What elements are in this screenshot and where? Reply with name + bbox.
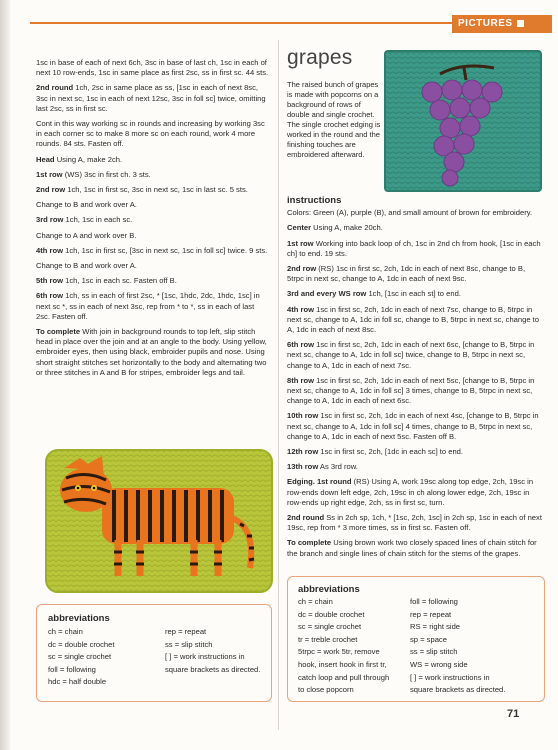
grapes-instructions [287, 196, 543, 564]
instruction-paragraph [287, 462, 543, 472]
instruction-paragraph [36, 291, 270, 322]
instruction-text: Ss in 2ch sp, 1ch, * [1sc, 2ch, 1sc] in 2ch sp, 1sc in each of next 19sc, rep from * 3 more times, ss in first sc. Fasten off. [287, 513, 542, 533]
instruction-paragraph [36, 185, 270, 195]
abbreviation-entry: foll = following [410, 597, 458, 606]
abbreviation-entry: square brackets as directed. [410, 685, 506, 695]
instruction-paragraph [287, 538, 543, 558]
instruction-paragraph [36, 58, 270, 78]
instruction-paragraph [287, 223, 543, 233]
instruction-text: Using A, make 20ch. [311, 223, 383, 233]
instruction-text: 1ch, 1sc in first sc, 3sc in next sc, 1sc in last sc. 5 sts. [65, 185, 248, 195]
abbreviation-entry: rep = repeat [410, 609, 452, 619]
tiger-swatch-image [44, 448, 274, 594]
instruction-text: Change to B and work over A. [36, 200, 137, 210]
instruction-lead: 8th row [287, 375, 315, 385]
instruction-text: (WS) 3sc in first ch. 3 sts. [62, 169, 151, 179]
abbreviations-box-tiger [36, 604, 272, 702]
instruction-paragraph [287, 477, 543, 508]
abbreviation-entry: dc = double crochet [298, 609, 365, 619]
instruction-text: 1sc in base of each of next 6ch, 3sc in base of last ch, 1sc in each of next 10 row-ends, 1sc in same place as first 2sc, ss in first sc. 44 sts. [36, 58, 269, 78]
instruction-text: Change to B and work over A. [36, 261, 137, 271]
abbreviation-entry: RS = right side [410, 622, 461, 632]
instruction-text: Working into back loop of ch, 1sc in 2nd ch from hook, [1sc in each ch] to end. 19 sts. [287, 238, 541, 258]
abbreviation-entry: sp = space [410, 634, 447, 644]
abbreviations-heading: abbreviations [48, 613, 110, 624]
section-title: PICTURES [458, 18, 513, 29]
instruction-text: Using A, make 2ch. [54, 154, 123, 164]
column-divider [278, 40, 279, 730]
instruction-paragraph [36, 261, 270, 271]
instruction-text: Colors: Green (A), purple (B), and small amount of brown for embroidery. [287, 208, 533, 218]
instruction-paragraph [36, 119, 270, 150]
abbreviation-entry: ss = slip stitch [410, 647, 458, 657]
instruction-paragraph [287, 340, 543, 371]
instruction-paragraph [287, 208, 543, 218]
instruction-lead: 2nd row [287, 264, 317, 274]
instruction-paragraph [36, 83, 270, 114]
instruction-text: Change to A and work over B. [36, 230, 137, 240]
abbreviations-column [298, 596, 389, 697]
abbreviations-column [410, 596, 505, 697]
abbreviation-entry: WS = wrong side [410, 659, 468, 669]
abbreviation-entry: [ ] = work instructions in [410, 672, 490, 682]
instructions-heading: instructions [287, 195, 342, 206]
instruction-lead: 2nd round [287, 513, 325, 523]
pattern-intro: The raised bunch of grapes is made with popcorns on a background of rows of double and single crochet. The single crochet edging is worked in the round and the finishing touches are embroidered afterward. [287, 80, 381, 159]
instruction-lead: 4th row [287, 304, 315, 314]
header-rule [30, 22, 454, 24]
abbreviation-entry: tr = treble crochet [298, 634, 358, 644]
instruction-lead: 3rd row [36, 215, 64, 225]
instructions-body [287, 208, 543, 559]
instruction-paragraph [287, 376, 543, 407]
abbreviation-entry: catch loop and pull through [298, 672, 390, 682]
instruction-lead: 3rd and every WS row [287, 289, 367, 299]
instruction-text: 1sc in first sc, 2ch, [1dc in each sc] to end. [318, 447, 464, 457]
abbreviations-column [48, 626, 115, 689]
instruction-text: 1sc in first sc, 2ch, 1dc in each of next 6sc, [change to B, 5trpc in next sc, change to A, 1dc in foll sc] twice, change to B, 5trpc in next sc, change to A, 1dc in each of next 7sc. [287, 340, 535, 370]
abbreviation-entry: ch = chain [48, 627, 83, 636]
instruction-lead: 12th row [287, 447, 319, 457]
instruction-paragraph [287, 289, 543, 299]
instruction-paragraph [287, 239, 543, 259]
instruction-paragraph [36, 276, 270, 286]
abbreviations-heading: abbreviations [298, 584, 360, 595]
abbreviation-entry: ss = slip stitch [165, 639, 213, 649]
instruction-paragraph [36, 327, 270, 378]
instruction-lead: 2nd row [36, 185, 66, 195]
abbreviation-entry: rep = repeat [165, 627, 207, 636]
instruction-text: 1ch, [1sc in each st] to end. [366, 289, 461, 299]
instruction-lead: 1st row [36, 169, 63, 179]
instruction-paragraph [287, 264, 543, 284]
square-icon [517, 20, 524, 27]
abbreviation-entry: hdc = half double [48, 677, 107, 687]
page-number: 71 [507, 708, 520, 720]
instruction-text: 1ch, 1sc in first sc, [3sc in next sc, 1sc in foll sc] twice. 9 sts. [63, 245, 268, 255]
instruction-lead: To complete [36, 327, 81, 337]
instruction-text: 1sc in first sc, 2ch, 1dc in each of next 4sc, [change to B, 5trpc in next sc, change to A, 1dc in foll sc] 4 times, change to B, 5trpc in next sc, change to A, 1dc in each of next 5sc. Fasten off B. [287, 411, 539, 441]
instruction-text: (RS) 1sc in first sc, 2ch, 1dc in each of next 8sc, change to B, 5trpc in next sc, change to A, 1dc in each of next 9sc. [287, 264, 526, 284]
abbreviation-entry: sc = single crochet [48, 652, 112, 662]
abbreviation-entry: sc = single crochet [298, 622, 362, 632]
abbreviation-entry: 5trpc = work 5tr, remove [298, 647, 380, 657]
instruction-lead: 6th row [287, 340, 315, 350]
instruction-paragraph [36, 200, 270, 210]
instruction-text: As 3rd row. [318, 462, 358, 472]
instruction-lead: Head [36, 154, 55, 164]
grapes-swatch-image [384, 50, 542, 192]
instruction-lead: 2nd round [36, 83, 74, 93]
left-instructions [36, 58, 270, 383]
instruction-lead: 4th row [36, 245, 64, 255]
abbreviation-entry: ch = chain [298, 597, 333, 606]
instruction-text: 1sc in first sc, 2ch, 1dc in each of next 7sc, change to B, 5trpc in next sc, change to A, 1dc in foll sc, change to B, 5trpc in next sc, change to A, 1dc in each of next 8sc. [287, 304, 540, 335]
abbreviation-entry: square brackets as directed. [165, 664, 261, 674]
abbreviations-box-grapes [287, 576, 545, 702]
instruction-lead: Edging. 1st round [287, 477, 352, 487]
instruction-lead: 13th row [287, 462, 319, 472]
abbreviations-column [165, 626, 260, 676]
instruction-paragraph [287, 513, 543, 533]
abbreviation-entry: dc = double crochet [48, 639, 115, 649]
book-spine-shadow [0, 0, 10, 750]
instruction-lead: 6th row [36, 291, 64, 301]
abbreviation-entry: [ ] = work instructions in [165, 652, 245, 662]
instruction-text: 1sc in first sc, 2ch, 1dc in each of next 5sc, [change to B, 5trpc in next sc, change to A, 1dc in foll sc] 3 times, change to B, 5trpc in next sc, change to A, 1dc in each of next 6sc. [287, 375, 535, 406]
section-tab [452, 15, 552, 33]
instruction-text: Cont in this way working sc in rounds and increasing by working 3sc in each corner sc to make 8 more sc on each round, work 4 more rounds. 84 sts. Fasten off. [36, 119, 265, 149]
pattern-title: grapes [287, 46, 353, 69]
instruction-paragraph [36, 231, 270, 241]
instruction-text: With join in background rounds to top left, slip stitch head in place over the join and at an angle to the body. Using yellow, embroider eyes, then using black, embroider pupils and nose. Using short straight stitches set horizontally to the body and alternating two or three stitches in A and B for stripes, embroider legs and tail. [36, 327, 267, 377]
instruction-text: 1ch, 1sc in each sc. [63, 215, 133, 225]
instruction-text: 1ch, ss in each of first 2sc, * [1sc, 1hdc, 2dc, 1hdc, 1sc] in next sc *, ss in each of next 3sc, rep from * to *, ss in each of last 2sc. Fasten off. [36, 291, 260, 321]
instruction-lead: 10th row [287, 411, 319, 421]
instruction-paragraph [287, 411, 543, 442]
abbreviation-entry: hook, insert hook in first tr, [298, 659, 387, 669]
instruction-paragraph [36, 246, 270, 256]
instruction-lead: Center [287, 223, 312, 233]
instruction-text: (RS) Using A, work 19sc along top edge, 2ch, 19sc in row-ends down left edge, 2ch, 19sc in ch along lower edge, 2ch, 19sc in row-ends up right edge, 2ch, ss in first sc, turn. [287, 477, 534, 507]
instruction-paragraph [287, 305, 543, 336]
instruction-lead: To complete [287, 538, 332, 548]
instruction-lead: 1st row [287, 238, 314, 248]
instruction-lead: 5th row [36, 276, 64, 286]
instruction-text: Using brown work two closely spaced lines of chain stitch for the branch and single lines of chain stitch for the stems of the grapes. [287, 538, 537, 558]
abbreviation-entry: foll = following [48, 664, 96, 674]
instruction-text: 1ch, 2sc in same place as ss, [1sc in each of next 8sc, 3sc in next sc, 1sc in each of next 12sc, 3sc in foll sc] twice, omitting last 2sc, ss in first sc. [36, 83, 266, 113]
instruction-paragraph [36, 170, 270, 180]
instruction-text: 1ch, 1sc in each sc. Fasten off B. [63, 276, 177, 286]
abbreviation-entry: to close popcorn [298, 685, 354, 695]
instruction-paragraph [287, 447, 543, 457]
instruction-paragraph [36, 215, 270, 225]
instruction-paragraph [36, 155, 270, 165]
